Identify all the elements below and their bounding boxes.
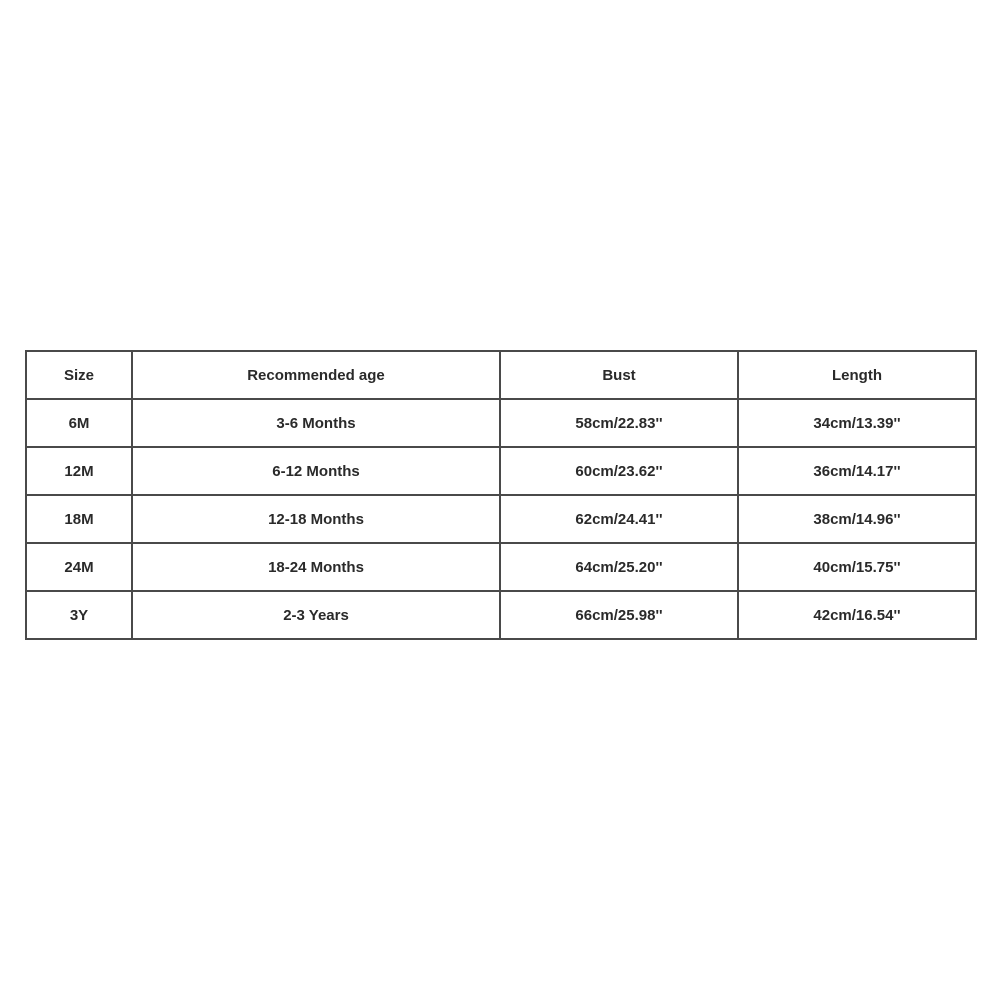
cell-bust: 66cm/25.98''	[500, 591, 738, 639]
table-row	[26, 495, 976, 543]
cell-length: 36cm/14.17''	[738, 447, 976, 495]
cell-recommended-age: 18-24 Months	[132, 543, 500, 591]
table-row	[26, 543, 976, 591]
cell-recommended-age: 3-6 Months	[132, 399, 500, 447]
header-row	[26, 351, 976, 399]
cell-length: 38cm/14.96''	[738, 495, 976, 543]
table-row	[26, 591, 976, 639]
cell-recommended-age: 12-18 Months	[132, 495, 500, 543]
cell-recommended-age: 6-12 Months	[132, 447, 500, 495]
header-bust: Bust	[500, 351, 738, 399]
cell-length: 34cm/13.39''	[738, 399, 976, 447]
header-length: Length	[738, 351, 976, 399]
header-recommended-age: Recommended age	[132, 351, 500, 399]
cell-size: 6M	[26, 399, 132, 447]
cell-bust: 62cm/24.41''	[500, 495, 738, 543]
cell-length: 40cm/15.75''	[738, 543, 976, 591]
table-row	[26, 447, 976, 495]
header-size: Size	[26, 351, 132, 399]
cell-length: 42cm/16.54''	[738, 591, 976, 639]
cell-size: 3Y	[26, 591, 132, 639]
table-row	[26, 399, 976, 447]
cell-bust: 64cm/25.20''	[500, 543, 738, 591]
size-chart-table	[25, 350, 977, 640]
cell-recommended-age: 2-3 Years	[132, 591, 500, 639]
cell-bust: 60cm/23.62''	[500, 447, 738, 495]
cell-bust: 58cm/22.83''	[500, 399, 738, 447]
cell-size: 24M	[26, 543, 132, 591]
cell-size: 12M	[26, 447, 132, 495]
cell-size: 18M	[26, 495, 132, 543]
